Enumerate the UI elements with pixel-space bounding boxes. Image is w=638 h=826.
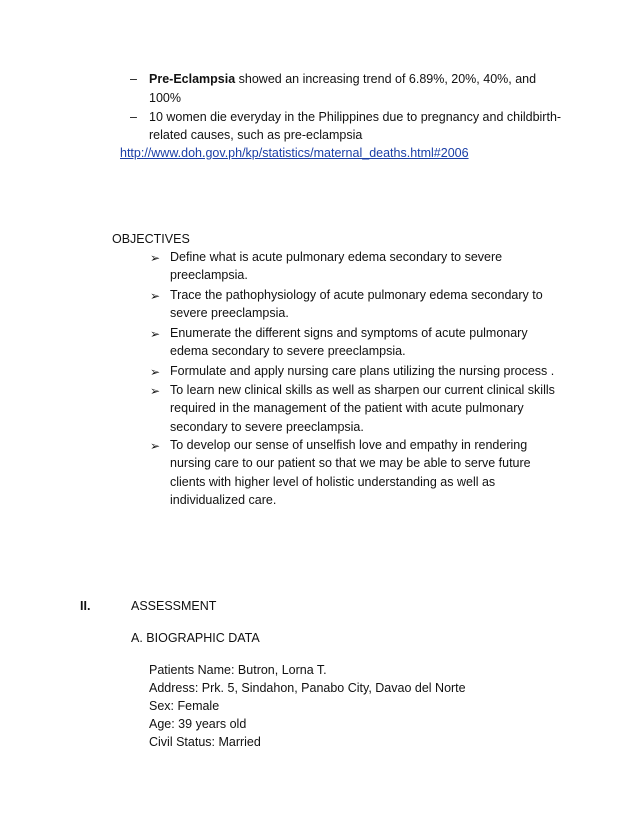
stat-item-deaths: 10 women die everyday in the Philippines due to pregnancy and childbirth- <box>149 110 562 124</box>
objective-item-line: To develop our sense of unselfish love and empathy in rendering <box>170 438 528 452</box>
doh-statistics-link[interactable]: http://www.doh.gov.ph/kp/statistics/maternal_deaths.html#2006 <box>120 146 469 160</box>
objective-item-line: required in the management of the patient with acute pulmonary <box>170 401 524 416</box>
dash-marker: – <box>130 72 137 86</box>
objective-item-line: Formulate and apply nursing care plans utilizing the nursing process . <box>170 364 555 378</box>
biographic-field: Patients Name: Butron, Lorna T. <box>149 663 327 677</box>
objectives-heading: OBJECTIVES <box>112 232 190 246</box>
objective-item-line: secondary to severe preeclampsia. <box>170 419 364 434</box>
biographic-field: Address: Prk. 5, Sindahon, Panabo City, Davao del Norte <box>149 681 466 695</box>
objective-item-line: clients with higher level of holistic understanding as well as <box>170 474 496 489</box>
objective-item-line: To learn new clinical skills as well as sharpen our current clinical skills <box>170 383 555 397</box>
biographic-data-heading: A. BIOGRAPHIC DATA <box>131 631 260 645</box>
objective-bullet-icon: ➢ <box>150 384 161 398</box>
section-numeral: II. <box>80 599 91 613</box>
stat-text-continued: 100% <box>149 91 181 105</box>
objective-bullet-icon: ➢ <box>150 251 161 265</box>
objective-item-line: edema secondary to severe preeclampsia. <box>170 344 406 359</box>
objective-item-line: Trace the pathophysiology of acute pulmonary edema secondary to <box>170 288 543 302</box>
assessment-heading: ASSESSMENT <box>131 599 217 613</box>
objective-item-line: nursing care to our patient so that we may be able to serve future <box>170 456 531 471</box>
stat-item-preeclampsia <box>149 70 536 89</box>
biographic-field: Civil Status: Married <box>149 735 261 749</box>
dash-marker: – <box>130 110 137 124</box>
objective-item-line: Enumerate the different signs and symptoms of acute pulmonary <box>170 326 528 340</box>
objective-item-line: preeclampsia. <box>170 268 248 283</box>
stat-text-continued: related causes, such as pre-eclampsia <box>149 128 363 142</box>
objective-bullet-icon: ➢ <box>150 439 161 453</box>
objective-bullet-icon: ➢ <box>150 289 161 303</box>
objective-bullet-icon: ➢ <box>150 327 161 341</box>
biographic-field: Sex: Female <box>149 699 220 713</box>
stat-bold-term: Pre-Eclampsia <box>149 72 236 86</box>
objective-item-line: severe preeclampsia. <box>170 306 289 321</box>
stat-text: showed an increasing trend of 6.89%, 20%, 40%, and <box>235 72 537 86</box>
objective-item-line: individualized care. <box>170 493 277 508</box>
objective-item-line: Define what is acute pulmonary edema secondary to severe <box>170 250 503 264</box>
objective-bullet-icon: ➢ <box>150 365 161 379</box>
biographic-field: Age: 39 years old <box>149 717 247 731</box>
